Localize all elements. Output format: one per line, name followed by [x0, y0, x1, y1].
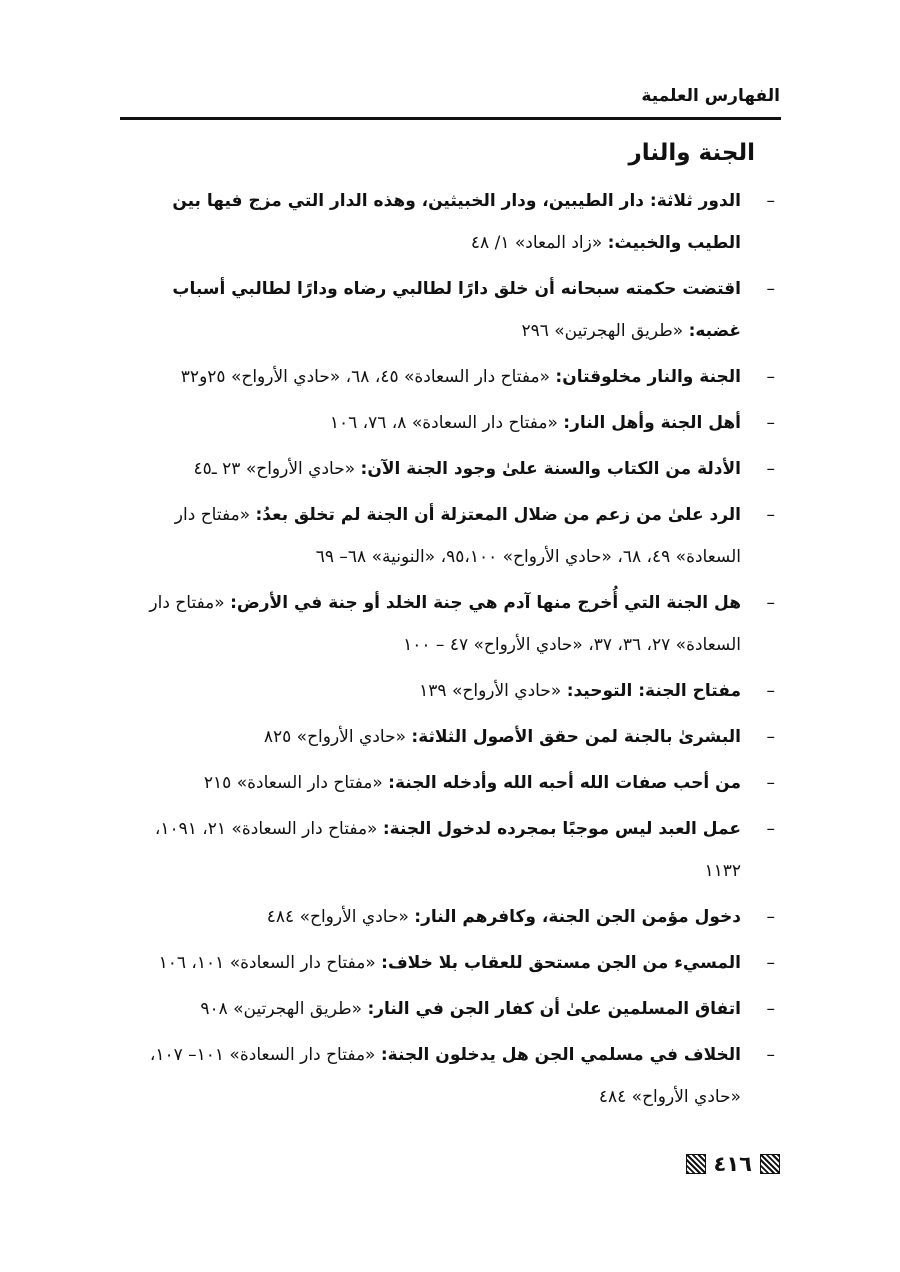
index-entry [115, 180, 775, 264]
entry-reference: «حادي الأرواح» ٨٢٥ [263, 727, 406, 747]
entry-dash: – [766, 773, 775, 793]
entry-dash: – [766, 505, 775, 525]
index-entry [115, 670, 775, 712]
entry-reference: «مفتاح دار السعادة» ٢٧، ٣٦، ٣٧، «حادي الأرواح» ٤٧ – ١٠٠ [149, 593, 741, 655]
entry-topic: أهل الجنة وأهل النار: [563, 413, 741, 433]
index-entry [115, 942, 775, 984]
entry-topic: عمل العبد ليس موجبًا بمجرده لدخول الجنة: [382, 819, 741, 839]
entry-reference: «طريق الهجرتين» ٩٠٨ [200, 999, 363, 1019]
entry-reference: «مفتاح دار السعادة» ١٠١– ١٠٧، «حادي الأرواح» ٤٨٤ [149, 1045, 741, 1107]
entry-reference: «حادي الأرواح» ١٣٩ [419, 681, 562, 701]
entry-reference: «حادي الأرواح» ٤٨٤ [266, 907, 409, 927]
entry-dash: – [766, 907, 775, 927]
entry-reference: «حادي الأرواح» ٢٣ ـ٤٥ [193, 459, 356, 479]
entry-dash: – [766, 279, 775, 299]
entry-dash: – [766, 727, 775, 747]
entry-dash: – [766, 681, 775, 701]
index-entry [115, 762, 775, 804]
ornament-icon [686, 1154, 706, 1174]
entry-topic: الرد علىٰ من زعم من ضلال المعتزلة أن الجنة لم تخلق بعدُ: [255, 505, 741, 525]
section-title: الجنة والنار [628, 140, 755, 166]
entry-reference: «مفتاح دار السعادة» ٤٥، ٦٨، «حادي الأرواح» ٢٥و٣٢ [180, 367, 551, 387]
entry-reference: «طريق الهجرتين» ٢٩٦ [521, 321, 684, 341]
header-title: الفهارس العلمية [641, 86, 780, 106]
entry-topic: دخول مؤمن الجن الجنة، وكافرهم النار: [414, 907, 741, 927]
index-entry [115, 582, 775, 666]
header-rule [120, 117, 781, 120]
page-footer [686, 1152, 780, 1176]
page-number: ٤١٦ [713, 1152, 752, 1176]
entry-topic: الخلاف في مسلمي الجن هل يدخلون الجنة: [380, 1045, 741, 1065]
entry-dash: – [766, 593, 775, 613]
index-entry [115, 808, 775, 892]
entry-reference: «مفتاح دار السعادة» ٢١، ١٠٩١، ١١٣٢ [154, 819, 741, 881]
entry-topic: هل الجنة التي أُخرج منها آدم هي جنة الخلد أو جنة في الأرض: [230, 593, 741, 613]
entry-topic: مفتاح الجنة: التوحيد: [566, 681, 741, 701]
index-entry [115, 988, 775, 1030]
entry-reference: «مفتاح دار السعادة» ٢١٥ [203, 773, 383, 793]
index-entry [115, 356, 775, 398]
index-entry [115, 716, 775, 758]
entry-dash: – [766, 413, 775, 433]
index-entry [115, 402, 775, 444]
entry-dash: – [766, 1045, 775, 1065]
index-entry [115, 448, 775, 490]
entry-topic: المسيء من الجن مستحق للعقاب بلا خلاف: [381, 953, 741, 973]
entry-dash: – [766, 999, 775, 1019]
entry-dash: – [766, 367, 775, 387]
entry-reference: «مفتاح دار السعادة» ٤٩، ٦٨، «حادي الأرواح» ٩٥،١٠٠، «النونية» ٦٨– ٦٩ [174, 505, 741, 567]
ornament-icon [760, 1154, 780, 1174]
entry-topic: اتفاق المسلمين علىٰ أن كفار الجن في النار: [367, 999, 741, 1019]
entry-reference: «زاد المعاد» ١/ ٤٨ [470, 233, 603, 253]
entry-topic: الجنة والنار مخلوقتان: [555, 367, 741, 387]
entry-dash: – [766, 459, 775, 479]
entry-topic: اقتضت حكمته سبحانه أن خلق دارًا لطالبي رضاه ودارًا لطالبي أسباب غضبه: [172, 279, 741, 341]
entry-reference: «مفتاح دار السعادة» ١٠١، ١٠٦ [158, 953, 376, 973]
entry-topic: من أحب صفات الله أحبه الله وأدخله الجنة: [388, 773, 741, 793]
entry-topic: البشرىٰ بالجنة لمن حقق الأصول الثلاثة: [411, 727, 741, 747]
running-header [120, 86, 780, 106]
index-entry [115, 268, 775, 352]
entry-topic: الأدلة من الكتاب والسنة علىٰ وجود الجنة الآن: [360, 459, 741, 479]
index-entry [115, 896, 775, 938]
index-entries [115, 180, 775, 1122]
entry-dash: – [766, 191, 775, 211]
entry-dash: – [766, 953, 775, 973]
entry-reference: «مفتاح دار السعادة» ٨، ٧٦، ١٠٦ [329, 413, 558, 433]
entry-dash: – [766, 819, 775, 839]
entry-topic: الدور ثلاثة: دار الطيبين، ودار الخبيثين، وهذه الدار التي مزج فيها بين الطيب والخبيث: [172, 191, 741, 253]
index-entry [115, 494, 775, 578]
index-entry [115, 1034, 775, 1118]
